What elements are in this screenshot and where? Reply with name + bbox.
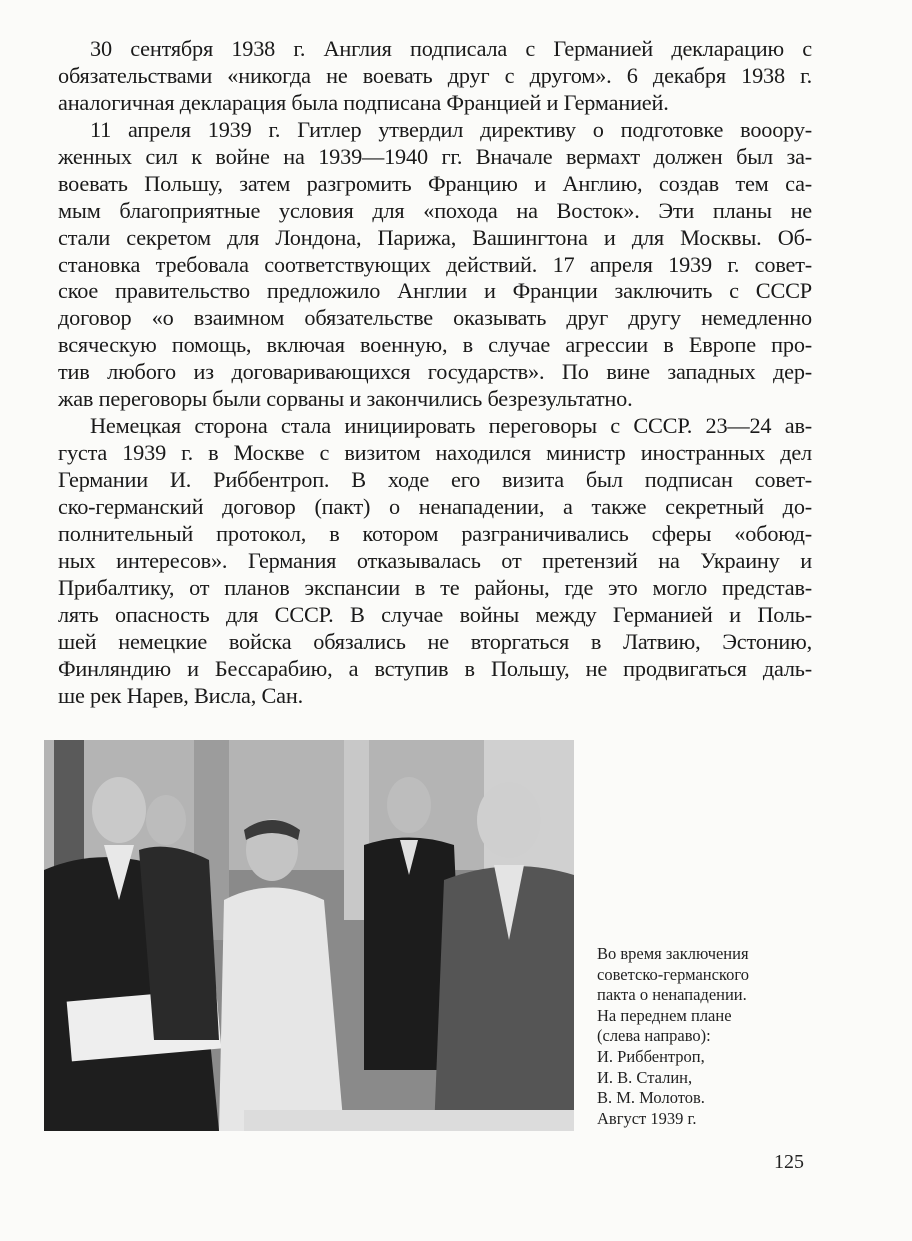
text-line: становка требовала соответствующих действий. 17 апреля 1939 г. совет- xyxy=(58,251,812,277)
caption-line: Во время заключения xyxy=(597,944,749,963)
text-line: густа 1939 г. в Москве с визитом находился министр иностранных дел xyxy=(58,440,812,466)
photo-illustration xyxy=(44,740,574,1131)
text-line: всяческую помощь, включая военную, в случае агрессии в Европе про- xyxy=(58,332,812,358)
text-line: Немецкая сторона стала инициировать переговоры с СССР. 23—24 ав- xyxy=(90,413,812,439)
text-line: Финляндию и Бессарабию, а вступив в Польшу, не продвигаться даль- xyxy=(58,655,812,681)
caption-line: (слева направо): xyxy=(597,1026,711,1046)
text-line: ных интересов». Германия отказывалась от претензий на Украину и xyxy=(58,547,812,573)
caption-line: В. М. Молотов. xyxy=(597,1088,705,1108)
caption-line: И. В. Сталин, xyxy=(597,1067,693,1087)
text-line: ское правительство предложило Англии и Франции заключить с СССР xyxy=(58,278,812,304)
caption-line: На переднем плане xyxy=(597,1005,732,1025)
body-text xyxy=(58,36,812,709)
caption-line: советско-германского xyxy=(597,964,749,984)
paragraph-3 xyxy=(58,413,812,709)
historical-photo xyxy=(44,740,574,1131)
text-line: 30 сентября 1938 г. Англия подписала с Германией декларацию с xyxy=(90,36,812,61)
text-line: стали секретом для Лондона, Парижа, Вашингтона и для Москвы. Об- xyxy=(58,224,812,250)
text-line: лять опасность для СССР. В случае войны между Германией и Поль- xyxy=(58,601,812,627)
paragraph-2 xyxy=(58,117,812,413)
text-line: жав переговоры были сорваны и закончились безрезультатно. xyxy=(58,386,633,412)
caption-line: Август 1939 г. xyxy=(597,1108,697,1128)
text-line: воевать Польшу, затем разгромить Францию и Англию, создав тем са- xyxy=(58,170,812,196)
text-line: полнительный протокол, в котором разграничивались сферы «обоюд- xyxy=(58,520,812,546)
text-line: ско-германский договор (пакт) о ненападении, а также секретный до- xyxy=(58,493,812,519)
paragraph-1 xyxy=(58,36,812,117)
text-line: Прибалтику, от планов экспансии в те районы, где это могло представ- xyxy=(58,574,812,600)
text-line: договор «о взаимном обязательстве оказывать друг другу немедленно xyxy=(58,305,812,331)
text-line: тив любого из договаривающихся государств». По вине западных дер- xyxy=(58,359,812,385)
page-number: 125 xyxy=(774,1151,804,1173)
caption-line: И. Риббентроп, xyxy=(597,1046,705,1066)
text-line: женных сил к войне на 1939—1940 гг. Вначале вермахт должен был за- xyxy=(58,143,812,169)
text-line: 11 апреля 1939 г. Гитлер утвердил директиву о подготовке вооору- xyxy=(90,116,812,142)
text-line: мым благоприятные условия для «похода на Восток». Эти планы не xyxy=(58,197,812,223)
text-line: шей немецкие войска обязались не вторгаться в Латвию, Эстонию, xyxy=(58,628,812,654)
text-line: обязательствами «никогда не воевать друг с другом». 6 декабря 1938 г. xyxy=(58,62,812,88)
text-line: Германии И. Риббентроп. В ходе его визита был подписан совет- xyxy=(58,467,812,492)
photo-caption xyxy=(597,944,749,1129)
text-line: аналогичная декларация была подписана Францией и Германией. xyxy=(58,89,669,115)
text-line: ше рек Нарев, Висла, Сан. xyxy=(58,682,303,708)
caption-line: пакта о ненападении. xyxy=(597,985,747,1005)
